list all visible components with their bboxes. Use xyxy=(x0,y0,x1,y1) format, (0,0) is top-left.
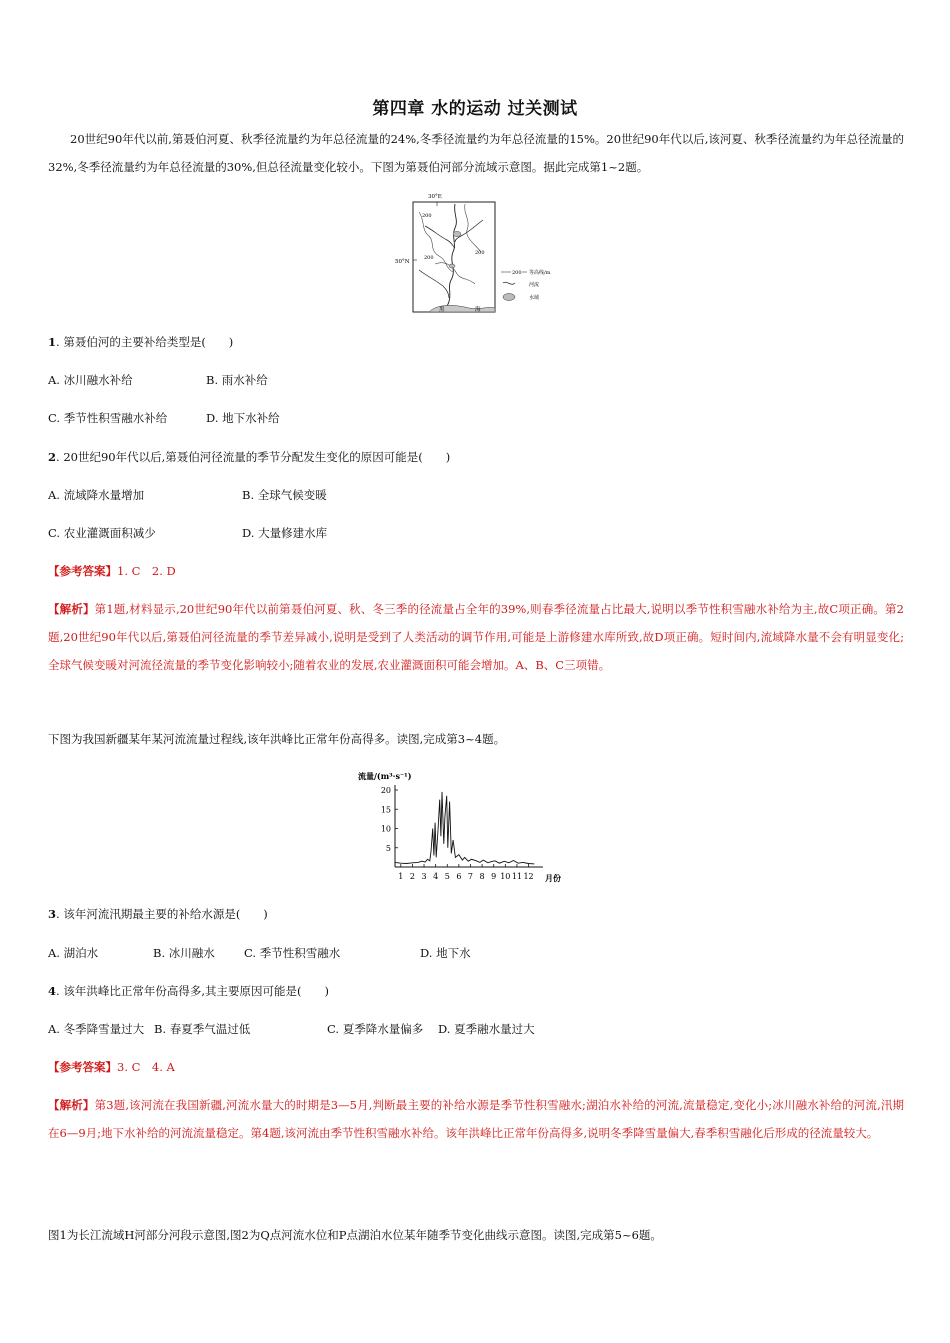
contour-label: 200 xyxy=(475,250,485,256)
q1-option-a[interactable]: A. 冰川融水补给 xyxy=(48,373,133,387)
x-tick-label: 2 xyxy=(409,872,415,881)
chart-xlabel: 月份 xyxy=(545,873,561,883)
answer-key-1: 【参考答案】1. C 2. D xyxy=(48,564,176,578)
x-tick-label: 6 xyxy=(456,872,462,881)
latitude-label: 50°N xyxy=(395,259,410,265)
x-tick-label: 5 xyxy=(444,872,450,881)
longitude-label: 30°E xyxy=(428,194,442,200)
question-3: 3. 该年河流汛期最主要的补给水源是( ) xyxy=(48,907,268,921)
question-4: 4. 该年洪峰比正常年份高得多,其主要原因可能是( ) xyxy=(48,984,329,998)
q4-option-c[interactable]: C. 夏季降水量偏多 xyxy=(327,1022,424,1036)
legend-contour-value: 200 xyxy=(512,270,522,276)
q3-option-a[interactable]: A. 湖泊水 xyxy=(48,946,99,960)
x-tick-label: 3 xyxy=(421,872,427,881)
contour-label: 200 xyxy=(422,213,432,219)
q3-option-d[interactable]: D. 地下水 xyxy=(420,946,471,960)
intro-paragraph-2: 下图为我国新疆某年某河流流量过程线,该年洪峰比正常年份高得多。读图,完成第3~4题。 xyxy=(48,732,506,746)
contour-line xyxy=(419,212,453,272)
x-tick-label: 11 xyxy=(511,872,523,881)
x-tick-label: 10 xyxy=(500,872,511,881)
intro-paragraph-3: 图1为长江流域H河部分河段示意图,图2为Q点河流水位和P点湖泊水位某年随季节变化曲线示意图。读图,完成第5~6题。 xyxy=(48,1228,662,1242)
q2-option-c[interactable]: C. 农业灌溉面积减少 xyxy=(48,526,156,540)
x-tick-label: 12 xyxy=(523,872,534,881)
q4-option-d[interactable]: D. 夏季融水量过大 xyxy=(438,1022,535,1036)
x-tick-label: 8 xyxy=(479,872,485,881)
question-2: 2. 20世纪90年代以后,第聂伯河径流量的季节分配发生变化的原因可能是( ) xyxy=(48,450,451,464)
y-tick-label: 20 xyxy=(380,786,391,795)
x-tick-label: 7 xyxy=(467,872,474,881)
y-tick-label: 15 xyxy=(380,805,391,815)
q3-option-b[interactable]: B. 冰川融水 xyxy=(153,946,215,960)
q1-option-d[interactable]: D. 地下水补给 xyxy=(206,411,280,425)
legend-river-label: 河流 xyxy=(529,282,540,288)
page-title: 第四章 水的运动 过关测试 xyxy=(372,99,578,119)
q2-option-a[interactable]: A. 流域降水量增加 xyxy=(48,488,145,502)
explanation-1: 【解析】第1题,材料显示,20世纪90年代以前第聂伯河夏、秋、冬三季的径流量占全年的39%,则春季径流量占比最大,说明以季节性积雪融水补给为主,故C项正确。第2题,20世纪90年代以后,第聂伯河径流量的季节差异减小,说明是受到了人类活动的调节作用,可能是上游修建水库所致,故D项正确。短时间内,流域降水量不会有明显变化;全球气候变暖对河流径流量的季节变化影响较小;随着农业的发展,农业灌溉面积可能会增加。A、B、C三项错。 xyxy=(48,602,904,672)
legend-water-label: 水域 xyxy=(529,295,540,301)
intro-paragraph-1: 20世纪90年代以前,第聂伯河夏、秋季径流量约为年总径流量的24%,冬季径流量约为年总径流量的15%。20世纪90年代以后,该河夏、秋季径流量约为年总径流量的32%,冬季径流量约为年总径流量的30%,但总径流量变化较小。下图为第聂伯河部分流域示意图。据此完成第1~2题。 xyxy=(48,132,904,174)
chart-ylabel: 流量/(m³·s⁻¹) xyxy=(358,771,412,781)
explanation-2: 【解析】第3题,该河流在我国新疆,河流水量大的时期是3—5月,判断最主要的补给水源是季节性积雪融水;湖泊水补给的河流,流量稳定,变化小;冰川融水补给的河流,汛期在6—9月;地下水补给的河流流量稳定。第4题,该河流由季节性积雪融水补给。该年洪峰比正常年份高得多,说明冬季降雪量偏大,春季积雪融化后形成的径流量较大。 xyxy=(48,1098,905,1140)
y-tick-label: 10 xyxy=(380,824,391,834)
question-1: 1. 第聂伯河的主要补给类型是( ) xyxy=(48,335,234,349)
sea-label-1: 黑 xyxy=(439,307,445,313)
x-tick-label: 1 xyxy=(398,872,404,881)
answer-key-2: 【参考答案】3. C 4. A xyxy=(48,1060,175,1074)
q1-option-c[interactable]: C. 季节性积雪融水补给 xyxy=(48,411,168,425)
river-main xyxy=(447,204,456,306)
river-flow-chart xyxy=(355,768,595,888)
x-tick-label: 9 xyxy=(491,872,497,881)
q1-option-b[interactable]: B. 雨水补给 xyxy=(206,373,268,387)
river-tributary xyxy=(419,270,449,298)
sea-label-2: 海 xyxy=(475,307,481,313)
q2-option-b[interactable]: B. 全球气候变暖 xyxy=(242,488,327,502)
q3-option-c[interactable]: C. 季节性积雪融水 xyxy=(244,946,341,960)
flow-series-line xyxy=(395,792,534,864)
x-tick-label: 4 xyxy=(433,872,439,881)
contour-label: 200 xyxy=(424,255,434,261)
dnieper-basin-map xyxy=(395,190,565,318)
legend-contour-label: 等高线/m xyxy=(529,270,551,276)
y-tick-label: 5 xyxy=(385,843,391,853)
q2-option-d[interactable]: D. 大量修建水库 xyxy=(242,526,328,540)
q4-option-b[interactable]: B. 春夏季气温过低 xyxy=(154,1022,251,1036)
q4-option-a[interactable]: A. 冬季降雪量过大 xyxy=(48,1022,145,1036)
